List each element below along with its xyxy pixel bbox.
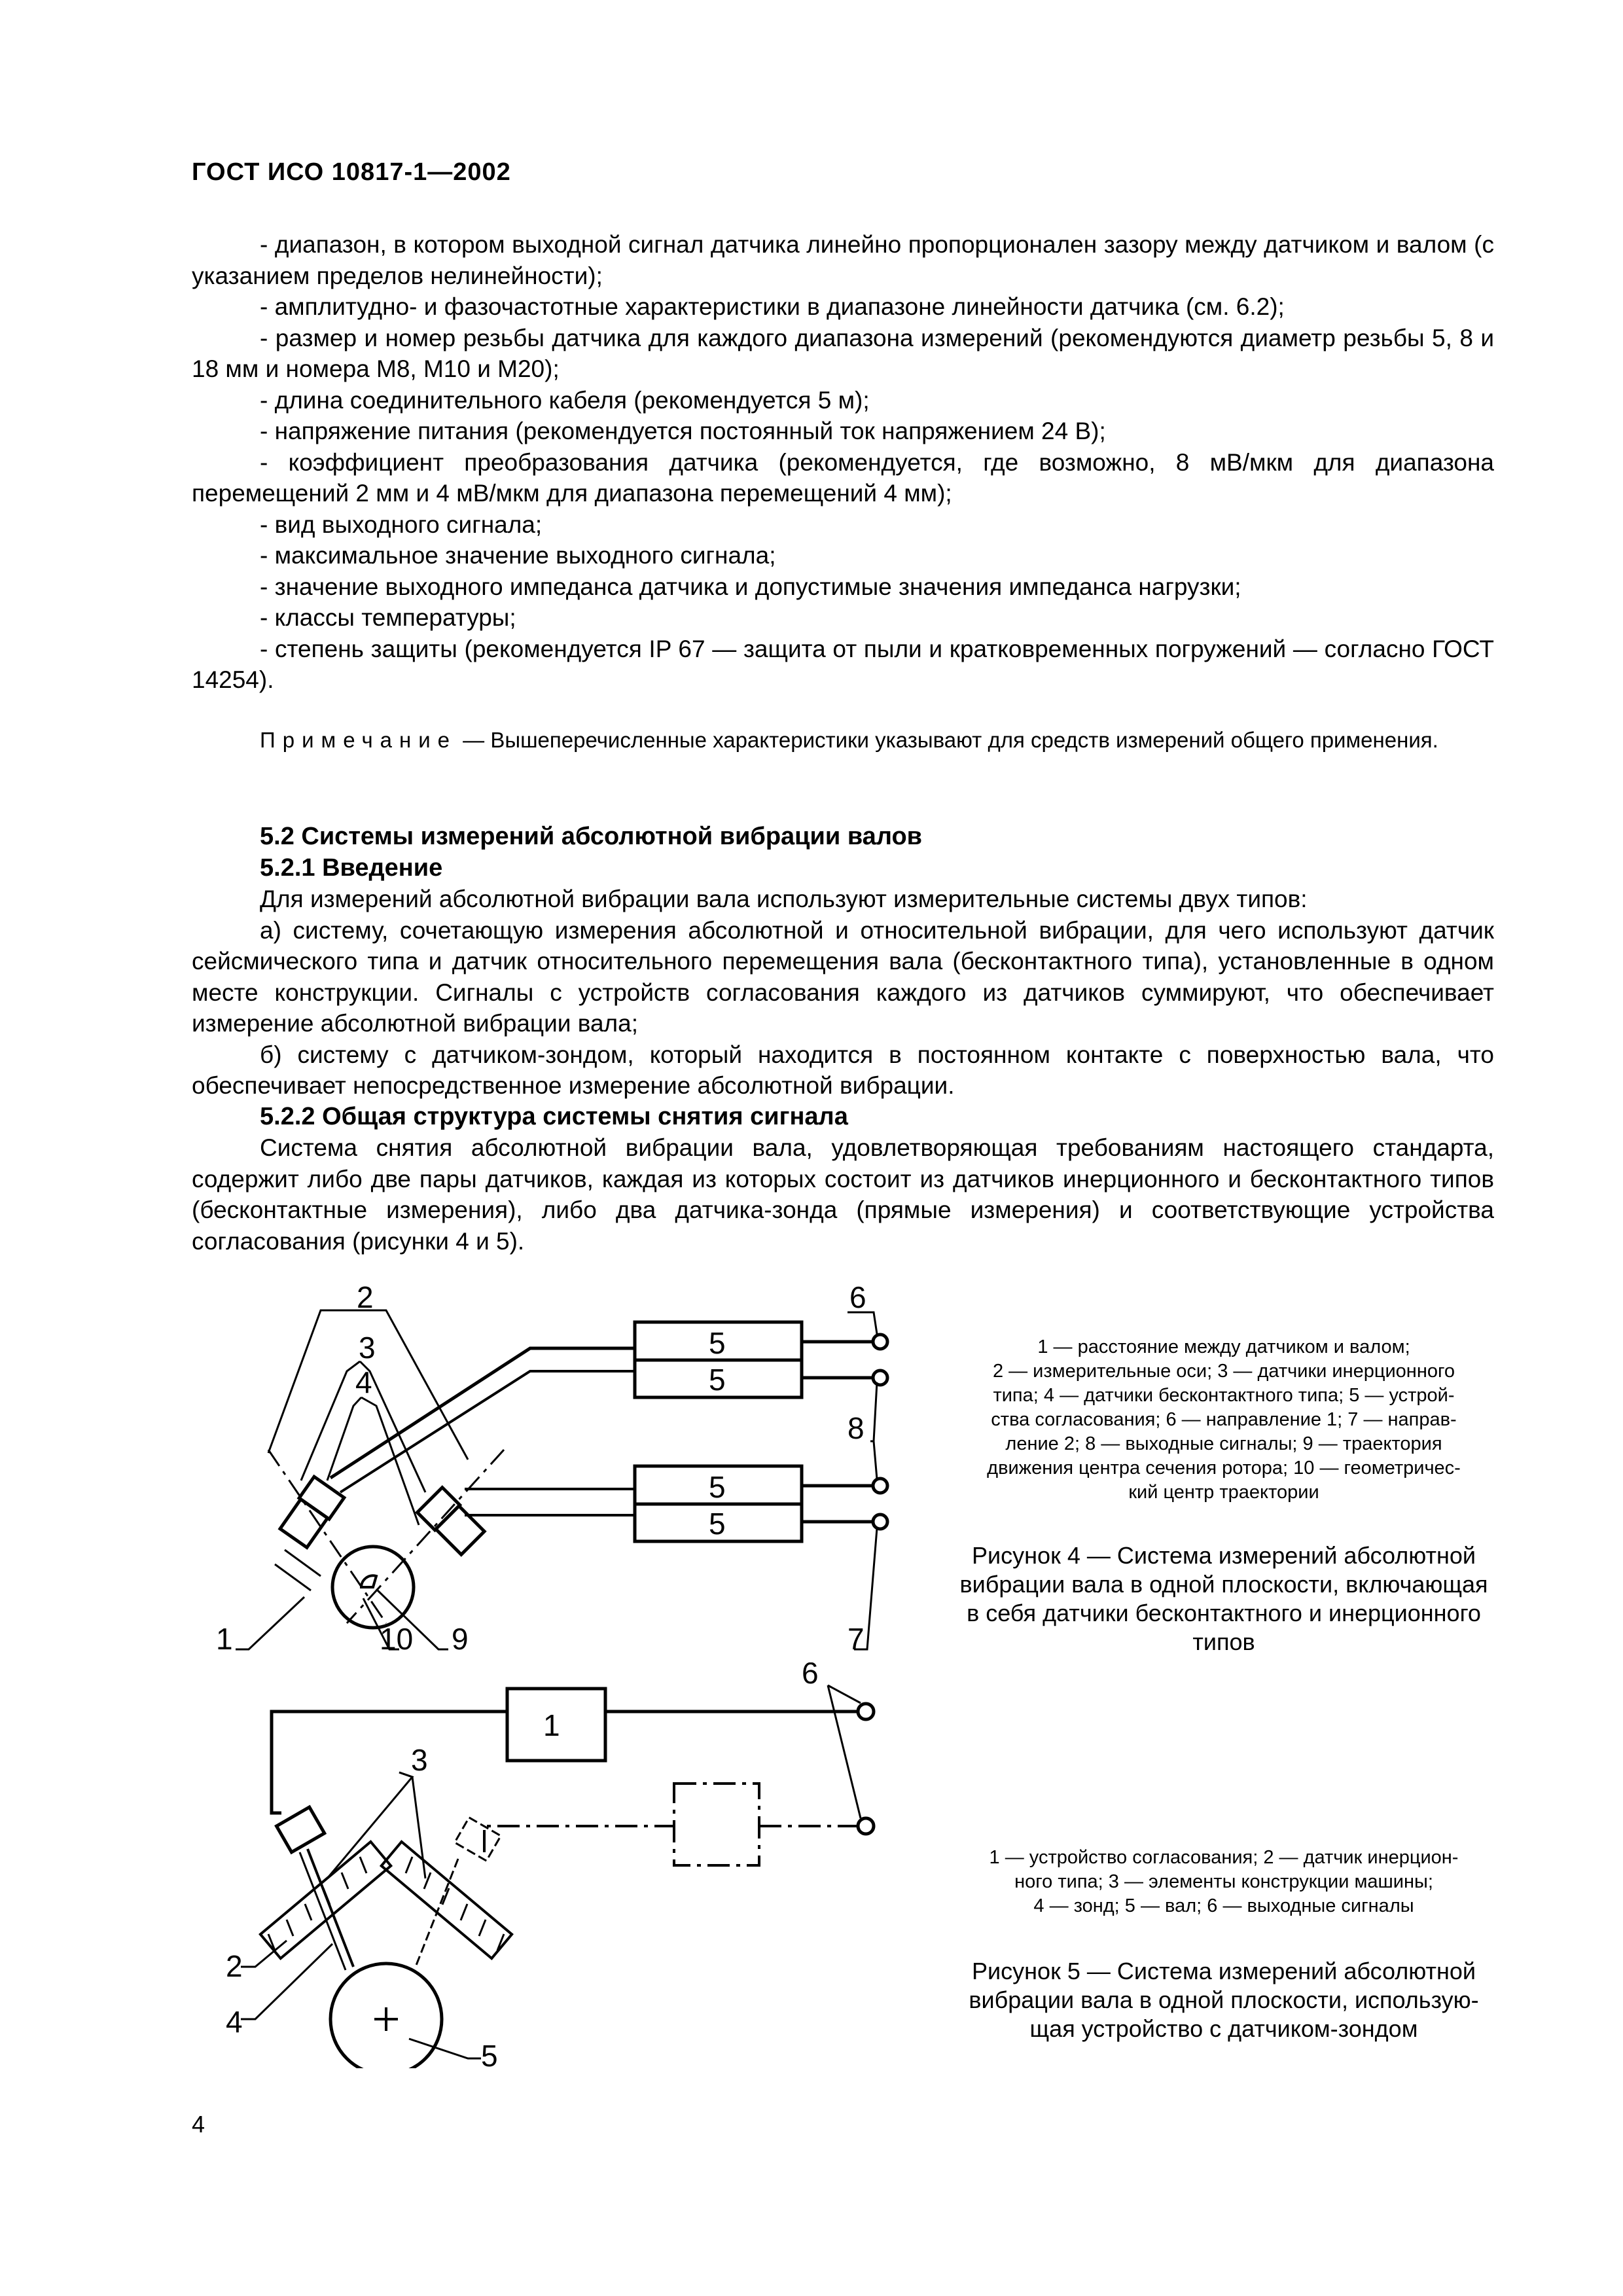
fig5-label-1: 1 [543,1708,560,1742]
page-number: 4 [192,2111,205,2138]
fig5-label-6: 6 [802,1662,819,1690]
cable-upper-2 [340,1371,635,1492]
figure-4-caption: Рисунок 4 — Система измерений абсолютной вибрации вала в одной плоскости, включающая в себя датчики бесконтактного и инерционного типов [959,1542,1488,1655]
subsection-heading: 5.2.1 Введение [260,853,443,882]
list-item: - вид выходного сигнала; [260,511,543,538]
dashed-block [674,1784,759,1865]
section-5-2 [192,821,1494,1257]
fig4-label-5: 5 [709,1507,726,1541]
fig5-label-5: 5 [481,2039,498,2068]
fig5-label-4: 4 [226,2005,243,2039]
subsection-heading: 5.2.2 Общая структура системы снятия сигнала [260,1102,848,1130]
fig4-label-5: 5 [709,1326,726,1360]
list-item: - классы температуры; [260,604,516,631]
list-item: - амплитудно- и фазочастотные характеристики в диапазоне линейности датчика (см. 6.2); [260,293,1285,320]
fig4-label-6: 6 [849,1280,866,1314]
list-item: - длина соединительного кабеля (рекомендуется 5 м); [260,386,870,414]
list-item: - коэффициент преобразования датчика (рекомендуется, где возможно, 8 мВ/мкм для диапазона перемещений 2 мм и 4 мВ/мкм для диапазона перемещений 4 мм); [192,448,1494,507]
fig4-label-7: 7 [847,1622,865,1656]
paragraph: б) систему с датчиком-зондом, который находится в постоянном контакте с поверхностью вала, что обеспечивает непосредственное измерение абсолютной вибрации. [192,1041,1494,1099]
fig5-label-2: 2 [226,1949,243,1983]
fig4-label-1: 1 [216,1622,233,1656]
paragraph: Система снятия абсолютной вибрации вала, удовлетворяющая требованиям настоящего стандарта, содержит либо две пары датчиков, каждая из которых состоит из датчиков инерционного и бесконтактного типов (бесконтактные измерения), либо два датчика-зонда (прямые измерения) и соответствующие устройства согласования (рисунки 4 и 5). [192,1134,1494,1255]
figure-5-caption: Рисунок 5 — Система измерений абсолютной вибрации вала в одной плоскости, использую- щая устройство с датчиком-зондом [969,1958,1479,2042]
list-item: - значение выходного импеданса датчика и допустимые значения импеданса нагрузки; [260,573,1241,600]
proximity-sensor-right [436,1506,484,1554]
probe-left [308,1849,353,1967]
figure-5-diagram [190,1662,923,2068]
proximity-sensor-left [280,1499,328,1548]
fig4-label-9: 9 [452,1622,469,1656]
fig4-label-3: 3 [359,1331,376,1365]
note-label: Примечание [260,728,457,752]
note [192,725,1494,755]
fig4-label-8: 8 [847,1411,865,1445]
paragraph: Для измерений абсолютной вибрации вала используют измерительные системы двух типов: [260,886,1308,912]
list-item: - размер и номер резьбы датчика для каждого диапазона измерений (рекомендуются диаметр резьбы 5, 8 и 18 мм и номера М8, М10 и М20); [192,324,1494,382]
cable-upper-1 [330,1348,635,1478]
trajectory-mark [361,1575,376,1587]
fig5-label-3: 3 [411,1743,428,1777]
list-item: - максимальное значение выходного сигнала; [260,542,776,569]
list-item: - диапазон, в котором выходной сигнал датчика линейно пропорционален зазору между датчиком и валом (с указанием пределов нелинейности); [192,231,1494,289]
fig4-label-2: 2 [357,1280,374,1314]
paragraph: а) систему, сочетающую измерения абсолютной и относительной вибрации, для чего используют датчик сейсмического типа и датчик относительного перемещения вала (бесконтактного типа), установленные в одном месте конструкции. Сигналы с устройств согласования каждого из датчиков суммируют, что обеспечивает измерение абсолютной вибрации вала; [192,916,1494,1037]
figure-5-legend: 1 — устройство согласования; 2 — датчик инерцион- ного типа; 3 — элементы конструкции машины; 4 — зонд; 5 — вал; 6 — выходные сигналы [989,1847,1459,1916]
figure-4-diagram [190,1257,923,1662]
machine-structure-right [382,1842,512,1958]
inertial-sensor-right [418,1488,460,1530]
fig4-label-4: 4 [355,1365,372,1399]
characteristics-list [192,229,1494,696]
document-header: ГОСТ ИСО 10817-1—2002 [192,158,511,186]
note-text: — Вышеперечисленные характеристики указывают для средств измерений общего применения. [457,728,1438,752]
section-heading: 5.2 Системы измерений абсолютной вибрации валов [260,823,923,850]
fig4-label-5: 5 [709,1470,726,1504]
fig4-label-5: 5 [709,1363,726,1397]
inertial-sensor-fig5 [277,1807,325,1852]
fig4-label-10: 10 [380,1622,414,1656]
machine-structure-left [260,1842,391,1958]
figure-4-legend: 1 — расстояние между датчиком и валом; 2 — измерительные оси; 3 — датчики инерционного типа; 4 — датчики бесконтактного типа; 5 — устрой- ства согласования; 6 — направление 1; 7 — направ- ление 2; 8 — выходные сигналы; 9 — траектория движения центра сечения ротора; 10 — геометричес- кий центр траектории [987,1336,1461,1503]
list-item: - напряжение питания (рекомендуется постоянный ток напряжением 24 В); [260,418,1106,444]
list-item: - степень защиты (рекомендуется IP 67 — защита от пыли и кратковременных погружений — согласно ГОСТ 14254). [192,635,1494,693]
inertial-sensor-fig5-dashed [455,1818,501,1861]
